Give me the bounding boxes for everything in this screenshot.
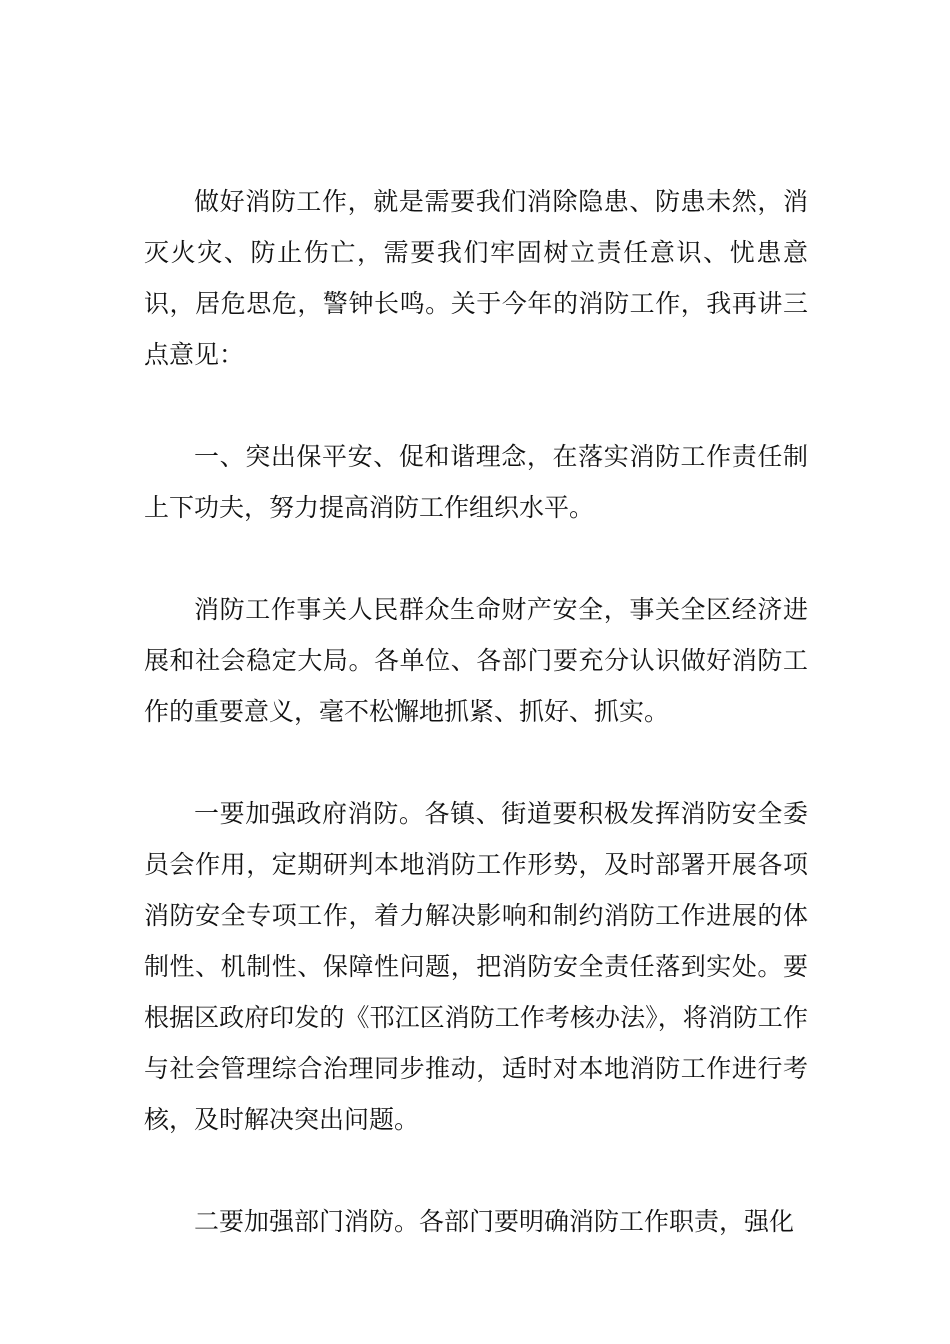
paragraph-intro: 做好消防工作，就是需要我们消除隐患、防患未然，消灭火灾、防止伤亡，需要我们牢固树立责任意识、忧患意识，居危思危，警钟长鸣。关于今年的消防工作，我再讲三点意见： [144,187,808,369]
paragraph-government-fire-protection: 一要加强政府消防。各镇、街道要积极发挥消防安全委员会作用，定期研判本地消防工作形势，及时部署开展各项消防安全专项工作，着力解决影响和制约消防工作进展的体制性、机制性、保障性问题，把消防安全责任落到实处。要根据区政府印发的《邗江区消防工作考核办法》，将消防工作与社会管理综合治理同步推动，适时对本地消防工作进行考核，及时解决突出问题。 [144,799,808,1134]
document-body [144,176,808,1247]
paragraph-section-one-heading: 一、突出保平安、促和谐理念，在落实消防工作责任制上下功夫，努力提高消防工作组织水平。 [144,442,808,522]
paragraph-department-fire-protection: 二要加强部门消防。各部门要明确消防工作职责，强化 [194,1207,795,1236]
paragraph-fire-safety-importance: 消防工作事关人民群众生命财产安全，事关全区经济进展和社会稳定大局。各单位、各部门要充分认识做好消防工作的重要意义，毫不松懈地抓紧、抓好、抓实。 [144,595,808,726]
